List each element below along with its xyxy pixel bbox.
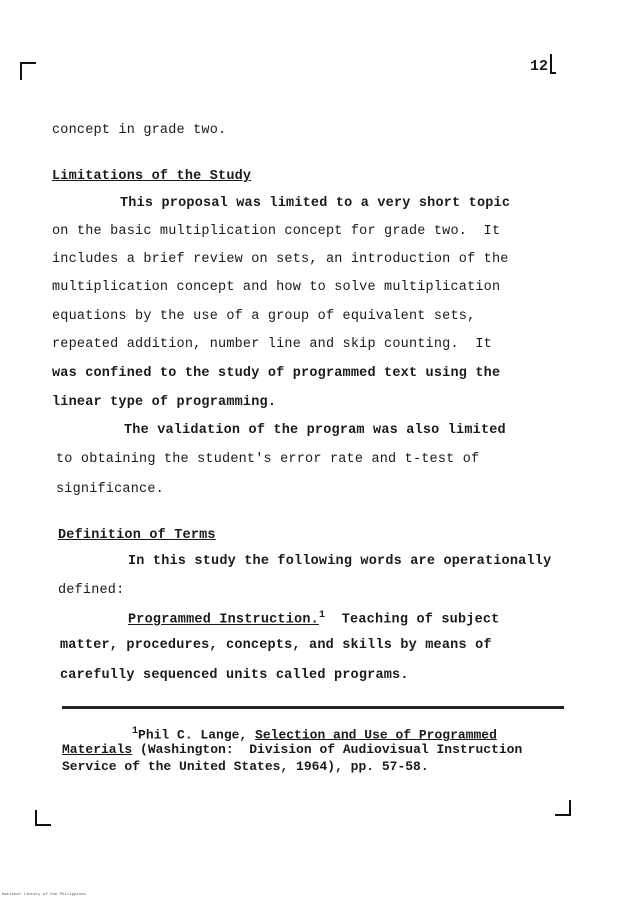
body-line: on the basic multiplication concept for grade two. It <box>52 224 501 239</box>
defined-term: Programmed Instruction. <box>128 612 319 628</box>
crop-mark-top-left <box>20 62 36 80</box>
footnote-line: $^1$Phil C. Lange, Selection and Use of Programmed <box>132 726 497 743</box>
footnote-divider <box>62 706 564 709</box>
body-line: carefully sequenced units called programs. <box>60 668 409 683</box>
footnote-line: Materials (Washington: Division of Audiovisual Instruction <box>62 742 523 757</box>
body-line: was confined to the study of programmed text using the <box>52 366 501 381</box>
body-line: includes a brief review on sets, an introduction of the <box>52 252 509 267</box>
body-line: equations by the use of a group of equivalent sets, <box>52 309 476 324</box>
crop-mark-top-right <box>550 54 556 74</box>
body-line: multiplication concept and how to solve multiplication <box>52 280 501 295</box>
body-line: linear type of programming. <box>52 395 277 410</box>
term-definition-line <box>128 610 499 628</box>
section-heading-definitions: Definition of Terms <box>58 528 216 543</box>
body-line: matter, procedures, concepts, and skills by means of <box>60 638 492 653</box>
body-line: repeated addition, number line and skip counting. It <box>52 337 492 352</box>
body-line: This proposal was limited to a very short topic <box>120 196 511 211</box>
body-line: In this study the following words are operationally <box>128 554 552 569</box>
body-line: concept in grade two. <box>52 123 227 138</box>
page-number: 12 <box>530 58 549 75</box>
archive-stamp: National Library of the Philippines <box>2 893 87 897</box>
body-line: The validation of the program was also limited <box>124 423 506 438</box>
term-definition-start: Teaching of subject <box>325 612 500 628</box>
body-line: defined: <box>58 583 125 598</box>
body-line: significance. <box>56 482 164 497</box>
section-heading-limitations: Limitations of the Study <box>52 169 252 184</box>
body-line: to obtaining the student's error rate and t-test of <box>56 452 480 467</box>
footnote-number: 1 <box>132 726 139 737</box>
crop-mark-bottom-left <box>35 810 51 826</box>
footnote-line: Service of the United States, 1964), pp. 57-58. <box>62 759 429 774</box>
footnote-reference: 1 <box>318 610 326 621</box>
crop-mark-bottom-right <box>555 800 571 816</box>
